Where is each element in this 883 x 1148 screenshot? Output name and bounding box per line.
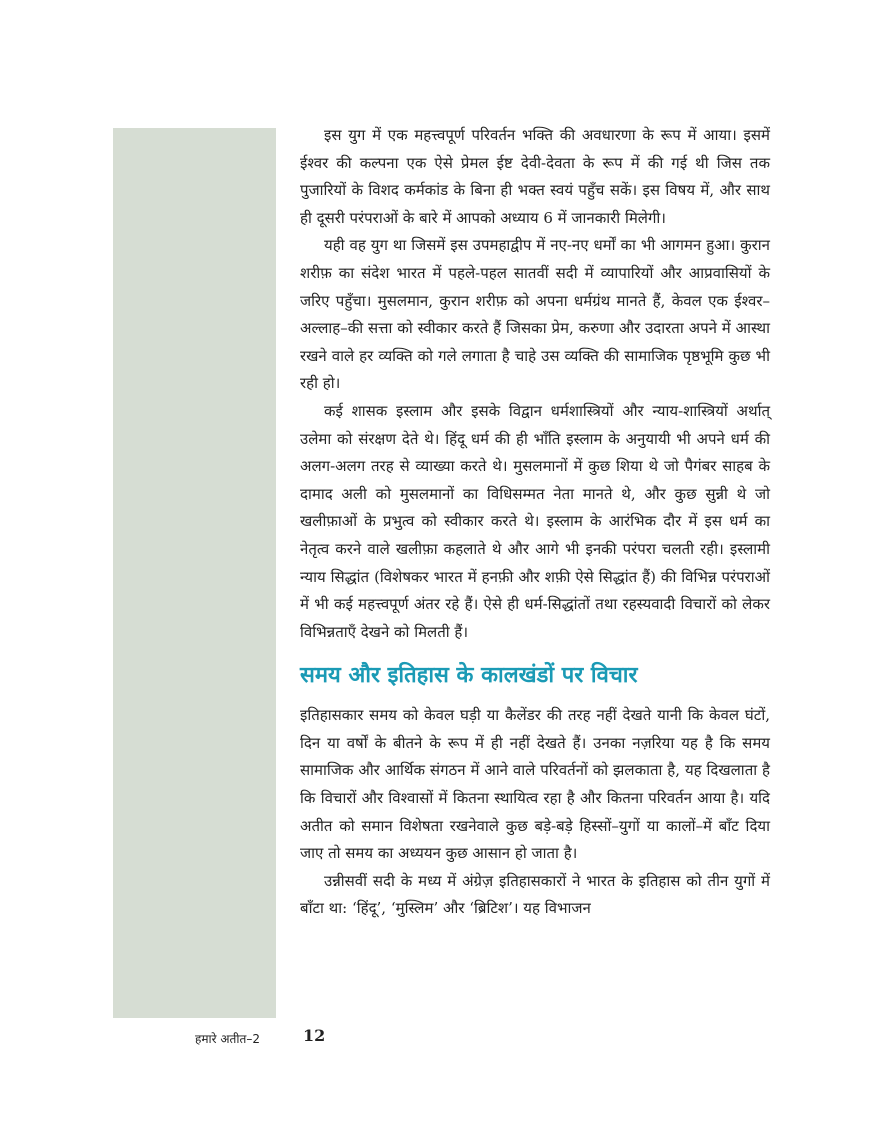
paragraph-historians-time: इतिहासकार समय को केवल घड़ी या कैलेंडर की तरह नहीं देखते यानी कि केवल घंटों, दिन या वर्षों के बीतने के रूप में ही नहीं देखते हैं। उनका नज़रिया यह है कि समय सामाजिक और आर्थिक संगठन में आने वाले परिवर्तनों को झलकाता है, यह दिखलाता है कि विचारों और विश्वासों में कितना स्थायित्व रहा है और कितना परिवर्तन आया है। यदि अतीत को समान विशेषता रखनेवाले कुछ बड़े-बड़े हिस्सों–युगों या कालों–में बाँट दिया जाए तो समय का अध्ययन कुछ आसान हो जाता है। [300, 706, 770, 863]
paragraph-british-division: उन्नीसवीं सदी के मध्य में अंग्रेज़ इतिहासकारों ने भारत के इतिहास को तीन युगों में बाँटा था: ‘हिंदू’, ‘मुस्लिम’ और ‘ब्रिटिश’। यह विभाजन [300, 871, 770, 918]
page-number: 12 [303, 1026, 326, 1045]
section-heading: समय और इतिहास के कालखंडों पर विचार [300, 663, 638, 689]
side-margin-panel [113, 128, 276, 1018]
page-footer [195, 1026, 775, 1050]
footer-book-title: हमारे अतीत–2 [195, 1032, 260, 1046]
paragraph-bhakti: इस युग में एक महत्त्वपूर्ण परिवर्तन भक्ति की अवधारणा के रूप में आया। इसमें ईश्वर की कल्पना एक ऐसे प्रेमल ईष्ट देवी-देवता के रूप में की गई थी जिस तक पुजारियों के विशद कर्मकांड के बिना ही भक्त स्वयं पहुँच सकें। इस विषय में, और साथ ही दूसरी परंपराओं के बारे में आपको अध्याय 6 में जानकारी मिलेगी। [300, 126, 770, 227]
page-content [300, 122, 770, 923]
paragraph-islam-scholars: कई शासक इस्लाम और इसके विद्वान धर्मशास्त्रियों और न्याय-शास्त्रियों अर्थात् उलेमा को संरक्षण देते थे। हिंदू धर्म की ही भाँति इस्लाम के अनुयायी भी अपने धर्म की अलग-अलग तरह से व्याख्या करते थे। मुसलमानों में कुछ शिया थे जो पैगंबर साहब के दामाद अली को मुसलमानों का विधिसम्मत नेता मानते थे, और कुछ सुन्नी थे जो खलीफ़ाओं के प्रभुत्व को स्वीकार करते थे। इस्लाम के आरंभिक दौर में इस धर्म का नेतृत्व करने वाले खलीफ़ा कहलाते थे और आगे भी इनकी परंपरा चलती रही। इस्लामी न्याय सिद्धांत (विशेषकर भारत में हनफ़ी और शफ़ी ऐसे सिद्धांत हैं) की विभिन्न परंपराओं में भी कई महत्त्वपूर्ण अंतर रहे हैं। ऐसे ही धर्म-सिद्धांतों तथा रहस्यवादी विचारों को लेकर विभिन्नताएँ देखने को मिलती हैं। [300, 401, 770, 641]
paragraph-islam-arrival: यही वह युग था जिसमें इस उपमहाद्वीप में नए-नए धर्मों का भी आगमन हुआ। कुरान शरीफ़ का संदेश भारत में पहले-पहल सातवीं सदी में व्यापारियों और आप्रवासियों के जरिए पहुँचा। मुसलमान, कुरान शरीफ़ को अपना धर्मग्रंथ मानते हैं, केवल एक ईश्वर–अल्लाह–की सत्ता को स्वीकार करते हैं जिसका प्रेम, करुणा और उदारता अपने में आस्था रखने वाले हर व्यक्ति को गले लगाता है चाहे उस व्यक्ति की सामाजिक पृष्ठभूमि कुछ भी रही हो। [300, 236, 770, 393]
